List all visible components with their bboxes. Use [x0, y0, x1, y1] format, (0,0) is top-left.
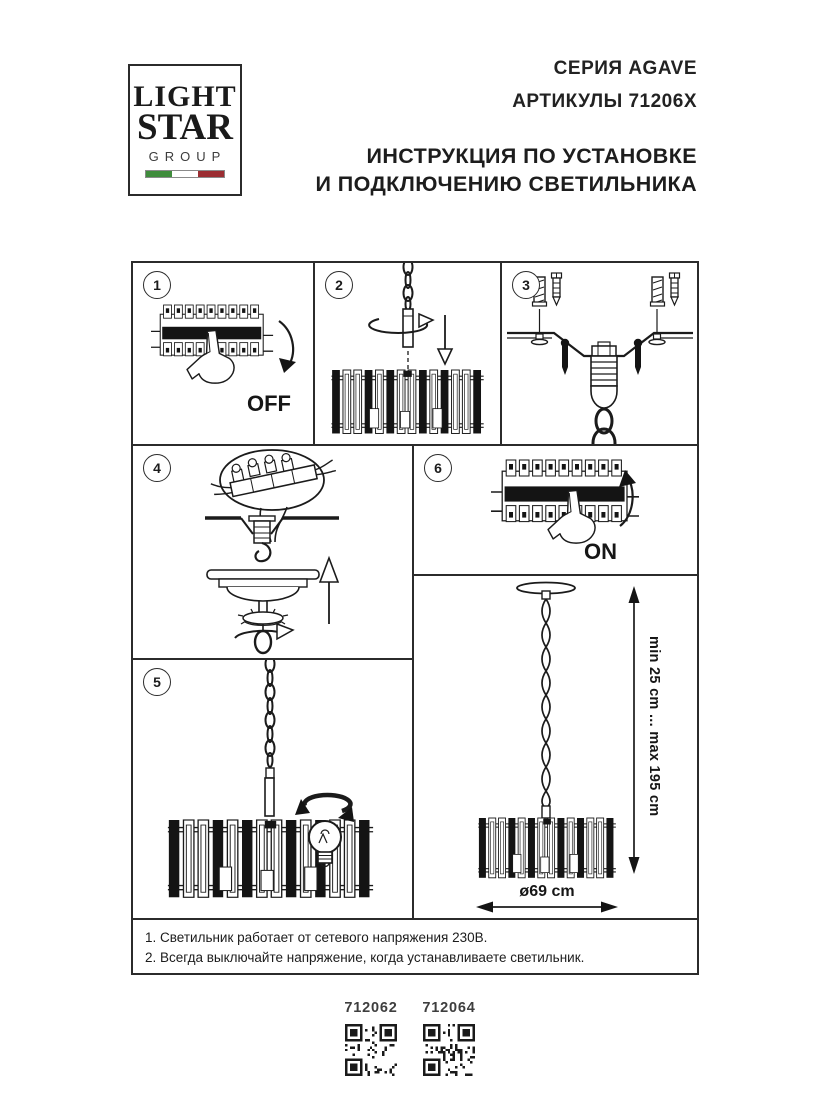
- article-column: [421, 999, 477, 1076]
- lightstar-logo: [128, 64, 242, 196]
- flag-green-segment: [146, 171, 172, 177]
- diameter-label: ø69 cm: [519, 883, 575, 900]
- flag-red-segment: [198, 171, 224, 177]
- step-panel-2: [313, 261, 502, 446]
- italian-flag-stripe: [145, 170, 225, 178]
- logo-text-group: GROUP: [148, 149, 227, 164]
- qr-code: [423, 1024, 475, 1076]
- qr-code: [345, 1024, 397, 1076]
- title-line-1: ИНСТРУКЦИЯ ПО УСТАНОВКЕ: [366, 144, 697, 168]
- step-panel-4: [131, 444, 414, 660]
- note-line: 2. Всегда выключайте напряжение, когда устанавливаете светильник.: [145, 950, 585, 965]
- note-line: 1. Светильник работает от сетевого напряжения 230В.: [145, 930, 488, 945]
- step-panel-5: [131, 658, 414, 920]
- header: [512, 57, 697, 114]
- articles-label: АРТИКУЛЫ 71206X: [512, 91, 697, 112]
- circuit-breaker-on-illustration: [414, 446, 697, 574]
- title-line-2: И ПОДКЛЮЧЕНИЮ СВЕТИЛЬНИКА: [315, 172, 697, 196]
- flag-white-segment: [172, 171, 198, 177]
- step-number-badge: 5: [143, 668, 171, 696]
- instruction-title: [316, 142, 697, 198]
- bulb-installation-illustration: [133, 660, 412, 918]
- step-number-badge: 4: [143, 454, 171, 482]
- on-label: ON: [584, 539, 617, 564]
- logo-text-star: STAR: [137, 107, 233, 148]
- step-number-badge: 2: [325, 271, 353, 299]
- series-label: СЕРИЯ AGAVE: [553, 58, 697, 79]
- height-range-label: min 25 cm ... max 195 cm: [646, 636, 662, 817]
- step-number-badge: 3: [512, 271, 540, 299]
- article-column: [343, 999, 399, 1076]
- dimensions-panel: [412, 574, 699, 920]
- off-label: OFF: [247, 391, 291, 416]
- step-panel-3: [500, 261, 699, 446]
- step-number-badge: 1: [143, 271, 171, 299]
- wiring-and-canopy-illustration: [133, 446, 412, 658]
- step-panel-1: [131, 261, 315, 446]
- notes-panel: [131, 918, 699, 975]
- article-code: 712062: [344, 1000, 398, 1016]
- article-code: 712064: [422, 1000, 476, 1016]
- step-number-badge: 6: [424, 454, 452, 482]
- logo-text-light: LIGHT: [133, 80, 237, 113]
- step-panel-6: [412, 444, 699, 576]
